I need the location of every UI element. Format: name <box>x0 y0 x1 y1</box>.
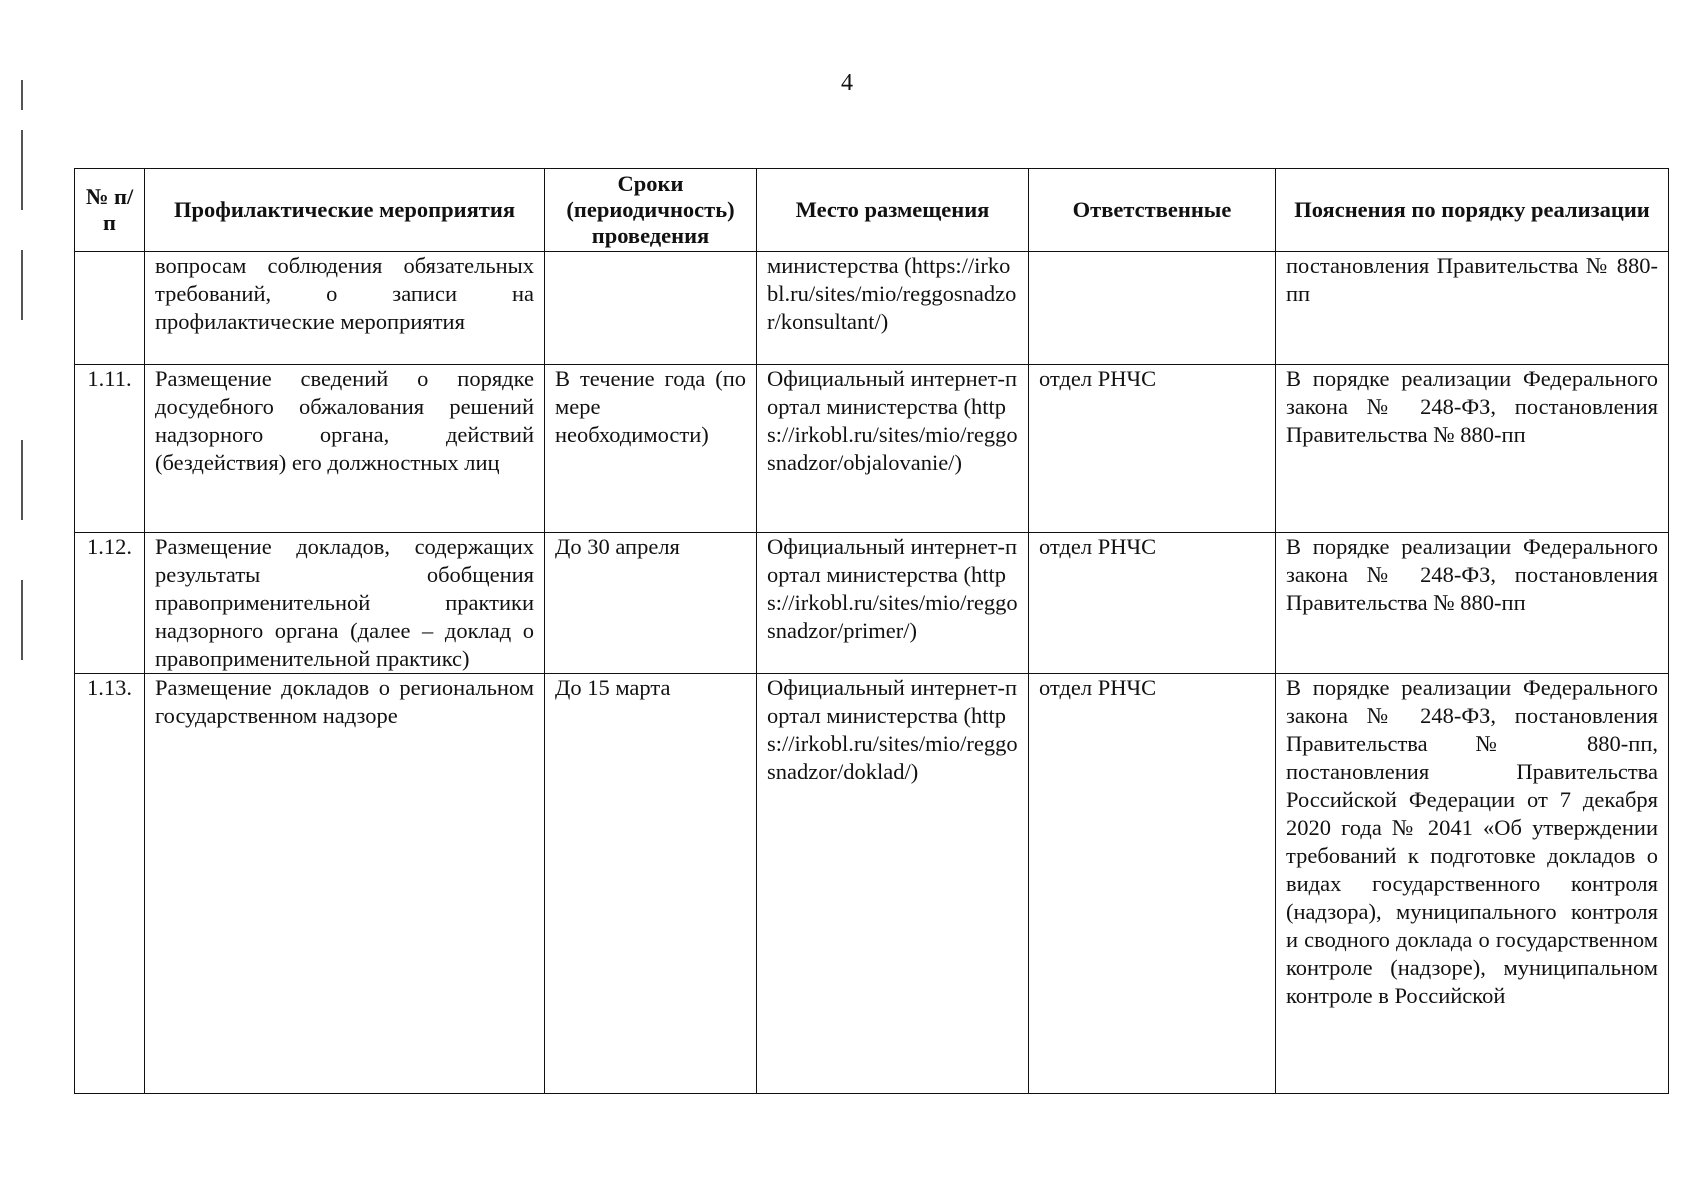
header-number: № п/п <box>75 169 145 252</box>
row-number: 1.11. <box>75 365 145 533</box>
header-place: Место размещения <box>757 169 1029 252</box>
row-place: Официальный интернет-портал министерства (https://irkobl.ru/sites/mio/reggosnadzor/objalovanie/) <box>757 365 1029 533</box>
table-row <box>75 252 1669 365</box>
row-period <box>545 252 757 365</box>
row-period: До 30 апреля <box>545 533 757 674</box>
header-responsible: Ответственные <box>1029 169 1276 252</box>
row-responsible: отдел РНЧС <box>1029 365 1276 533</box>
row-period: До 15 марта <box>545 674 757 1094</box>
table-row <box>75 365 1669 533</box>
row-place: Официальный интернет-портал министерства (https://irkobl.ru/sites/mio/reggosnadzor/doklad/) <box>757 674 1029 1094</box>
events-table <box>74 168 1669 1094</box>
row-explanation: В порядке реализации Федерального закона № 248-ФЗ, постановления Правительства № 880-пп <box>1276 533 1669 674</box>
scan-margin-mark <box>21 130 23 210</box>
row-number <box>75 252 145 365</box>
row-place: Официальный интернет-портал министерства (https://irkobl.ru/sites/mio/reggosnadzor/primer/) <box>757 533 1029 674</box>
row-period: В течение года (по мере необходимости) <box>545 365 757 533</box>
row-place: министерства (https://irkobl.ru/sites/mio/reggosnadzor/konsultant/) <box>757 252 1029 365</box>
row-event: Размещение сведений о порядке досудебного обжалования решений надзорного органа, действий (бездействия) его должностных лиц <box>145 365 545 533</box>
page-number: 4 <box>841 70 853 96</box>
row-event: вопросам соблюдения обязательных требований, о записи на профилактические мероприятия <box>145 252 545 365</box>
row-explanation: В порядке реализации Федерального закона № 248-ФЗ, постановления Правительства № 880-пп, постановления Правительства Российской Федерации от 7 декабря 2020 года № 2041 «Об утверждении требований к подготовке докладов о видах государственного контроля (надзора), муниципального контроля и сводного доклада о государственном контроле (надзоре), муниципальном контроле в Российской <box>1276 674 1669 1094</box>
scan-margin-mark <box>21 440 23 520</box>
scan-margin-mark <box>21 250 23 320</box>
row-event: Размещение докладов о региональном государственном надзоре <box>145 674 545 1094</box>
row-explanation: постановления Правительства № 880-пп <box>1276 252 1669 365</box>
header-period: Сроки (периодичность) проведения <box>545 169 757 252</box>
table-header-row <box>75 169 1669 252</box>
row-responsible: отдел РНЧС <box>1029 674 1276 1094</box>
header-events: Профилактические мероприятия <box>145 169 545 252</box>
header-explanation: Пояснения по порядку реализации <box>1276 169 1669 252</box>
row-event: Размещение докладов, содержащих результаты обобщения правоприменительной практики надзорного органа (далее – доклад о правоприменительной практикс) <box>145 533 545 674</box>
table-row <box>75 533 1669 674</box>
row-responsible <box>1029 252 1276 365</box>
row-number: 1.12. <box>75 533 145 674</box>
row-number: 1.13. <box>75 674 145 1094</box>
table-row <box>75 674 1669 1094</box>
row-responsible: отдел РНЧС <box>1029 533 1276 674</box>
scan-margin-mark <box>21 580 23 660</box>
row-explanation: В порядке реализации Федерального закона № 248-ФЗ, постановления Правительства № 880-пп <box>1276 365 1669 533</box>
